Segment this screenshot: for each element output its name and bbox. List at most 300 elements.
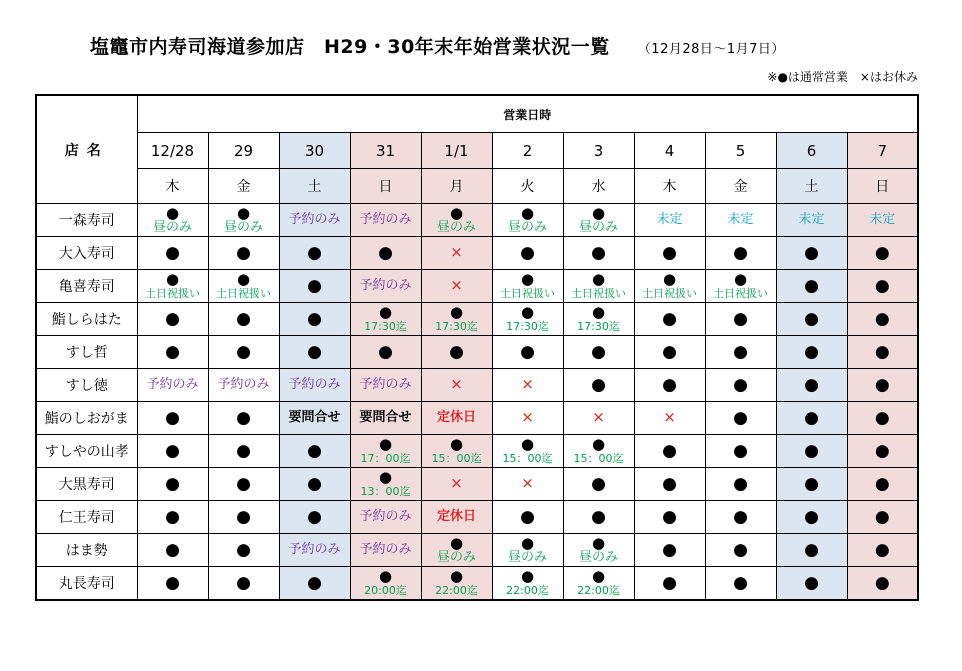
weekday-header: 土 [776, 169, 847, 204]
shop-name: はま勢 [36, 534, 137, 567]
status-cell [634, 402, 705, 435]
status-cell [847, 369, 918, 402]
status-label: × [521, 408, 534, 427]
status-cell [208, 501, 279, 534]
status-cell [208, 402, 279, 435]
status-label: × [663, 408, 676, 427]
status-cell [847, 567, 918, 601]
status-cell [776, 237, 847, 270]
status-cell [137, 336, 208, 369]
status-label: 未定 [656, 212, 683, 228]
status-cell [350, 204, 421, 237]
weekday-header: 金 [208, 169, 279, 204]
header-row [36, 95, 918, 133]
status-label: 22:00迄 [577, 584, 620, 598]
status-label: 昼のみ [578, 549, 618, 565]
open-dot-icon: ● [236, 341, 251, 362]
status-cell [350, 534, 421, 567]
open-dot-icon: ● [520, 341, 535, 362]
open-dot-icon: ● [236, 440, 251, 461]
status-label: 予約のみ [359, 509, 412, 525]
open-dot-icon: ● [662, 270, 677, 289]
open-dot-icon: ● [591, 435, 606, 454]
open-dot-icon: ● [520, 303, 535, 322]
status-label: 20:00迄 [364, 584, 407, 598]
open-dot-icon: ● [307, 275, 322, 296]
open-dot-icon: ● [165, 539, 180, 560]
date-header: 30 [279, 133, 350, 169]
weekday-header: 木 [137, 169, 208, 204]
status-cell [563, 204, 634, 237]
date-header: 6 [776, 133, 847, 169]
status-cell [421, 204, 492, 237]
open-dot-icon: ● [662, 341, 677, 362]
status-cell [776, 435, 847, 468]
status-cell [421, 336, 492, 369]
weekday-header: 水 [563, 169, 634, 204]
open-dot-icon: ● [804, 341, 819, 362]
status-cell [634, 336, 705, 369]
status-cell [705, 567, 776, 601]
status-cell [279, 567, 350, 601]
open-dot-icon: ● [520, 567, 535, 586]
status-cell [634, 369, 705, 402]
status-cell [350, 303, 421, 336]
status-label: × [450, 243, 463, 262]
status-cell [634, 303, 705, 336]
status-label: 要問合せ [288, 410, 341, 426]
status-label: 土日祝扱い [571, 287, 626, 301]
shop-row [36, 303, 918, 336]
status-label: 予約のみ [359, 278, 412, 294]
open-dot-icon: ● [804, 407, 819, 428]
status-label: 昼のみ [578, 219, 618, 235]
weekday-header: 金 [705, 169, 776, 204]
status-label: 17:30迄 [506, 320, 549, 334]
shop-row [36, 534, 918, 567]
status-cell [492, 270, 563, 303]
open-dot-icon: ● [520, 242, 535, 263]
open-dot-icon: ● [165, 473, 180, 494]
open-dot-icon: ● [378, 468, 393, 487]
open-dot-icon: ● [874, 572, 890, 593]
open-dot-icon: ● [733, 572, 748, 593]
weekday-row [36, 169, 918, 204]
status-cell [563, 402, 634, 435]
open-dot-icon: ● [378, 341, 393, 362]
status-cell [208, 336, 279, 369]
status-cell [776, 534, 847, 567]
status-cell [634, 567, 705, 601]
date-header: 3 [563, 133, 634, 169]
date-header: 7 [847, 133, 918, 169]
status-cell [421, 501, 492, 534]
shop-row [36, 468, 918, 501]
weekday-header: 月 [421, 169, 492, 204]
status-cell [563, 336, 634, 369]
open-dot-icon: ● [449, 203, 464, 222]
open-dot-icon: ● [804, 440, 819, 461]
status-label: 昼のみ [223, 219, 263, 235]
status-cell [279, 204, 350, 237]
legend-note: ※●は通常営業 ×はお休み [767, 70, 918, 84]
status-label: 22:00迄 [506, 584, 549, 598]
status-cell [350, 270, 421, 303]
status-label: 昼のみ [436, 549, 476, 565]
open-dot-icon: ● [520, 506, 535, 527]
status-cell [776, 369, 847, 402]
open-dot-icon: ● [520, 270, 535, 289]
shop-name: すしやの山孝 [36, 435, 137, 468]
date-header: 29 [208, 133, 279, 169]
open-dot-icon: ● [591, 303, 606, 322]
open-dot-icon: ● [662, 539, 677, 560]
status-label: 22:00迄 [435, 584, 478, 598]
status-label: × [521, 474, 534, 493]
status-cell [279, 369, 350, 402]
open-dot-icon: ● [733, 308, 748, 329]
open-dot-icon: ● [591, 341, 606, 362]
status-cell [705, 534, 776, 567]
open-dot-icon: ● [520, 435, 535, 454]
status-cell [208, 435, 279, 468]
status-cell [634, 501, 705, 534]
status-cell [492, 303, 563, 336]
open-dot-icon: ● [733, 341, 748, 362]
open-dot-icon: ● [804, 539, 819, 560]
status-cell [350, 435, 421, 468]
status-cell [137, 435, 208, 468]
status-cell [705, 369, 776, 402]
status-label: 昼のみ [507, 219, 547, 235]
open-dot-icon: ● [874, 308, 890, 329]
date-header: 4 [634, 133, 705, 169]
open-dot-icon: ● [733, 473, 748, 494]
status-cell [137, 270, 208, 303]
open-dot-icon: ● [449, 303, 464, 322]
status-cell [350, 237, 421, 270]
status-cell [279, 501, 350, 534]
status-label: 未定 [798, 212, 825, 228]
open-dot-icon: ● [662, 440, 677, 461]
status-label: 予約のみ [288, 212, 341, 228]
status-label: × [450, 276, 463, 295]
open-dot-icon: ● [874, 473, 890, 494]
status-cell [563, 534, 634, 567]
open-dot-icon: ● [165, 308, 180, 329]
status-cell [421, 303, 492, 336]
date-header: 31 [350, 133, 421, 169]
status-cell [492, 567, 563, 601]
open-dot-icon: ● [378, 435, 393, 454]
status-cell [847, 204, 918, 237]
status-label: 予約のみ [288, 542, 341, 558]
open-dot-icon: ● [874, 242, 890, 263]
shop-name: 大入寿司 [36, 237, 137, 270]
open-dot-icon: ● [236, 308, 251, 329]
status-cell [847, 270, 918, 303]
open-dot-icon: ● [733, 242, 748, 263]
status-cell [137, 237, 208, 270]
shop-row [36, 567, 918, 601]
status-label: 予約のみ [359, 212, 412, 228]
status-cell [421, 534, 492, 567]
open-dot-icon: ● [236, 270, 251, 289]
status-cell [492, 369, 563, 402]
open-dot-icon: ● [662, 374, 677, 395]
status-cell [776, 567, 847, 601]
date-header: 1/1 [421, 133, 492, 169]
date-range: （12月28日～1月7日） [637, 42, 785, 57]
status-cell [208, 237, 279, 270]
status-cell [705, 468, 776, 501]
open-dot-icon: ● [733, 539, 748, 560]
open-dot-icon: ● [449, 341, 464, 362]
open-dot-icon: ● [236, 242, 251, 263]
status-cell [279, 303, 350, 336]
status-cell [847, 435, 918, 468]
open-dot-icon: ● [165, 203, 180, 222]
shop-row [36, 402, 918, 435]
open-dot-icon: ● [307, 473, 322, 494]
open-dot-icon: ● [307, 506, 322, 527]
open-dot-icon: ● [804, 572, 819, 593]
open-dot-icon: ● [874, 506, 890, 527]
open-dot-icon: ● [874, 440, 890, 461]
title-text: 塩竈市内寿司海道参加店 H29・30年末年始営業状況一覧 [90, 36, 610, 58]
status-cell [776, 468, 847, 501]
shop-row [36, 501, 918, 534]
open-dot-icon: ● [378, 567, 393, 586]
status-cell [137, 534, 208, 567]
open-dot-icon: ● [520, 203, 535, 222]
status-label: 17:30迄 [364, 320, 407, 334]
open-dot-icon: ● [236, 473, 251, 494]
shop-name: 亀喜寿司 [36, 270, 137, 303]
open-dot-icon: ● [591, 374, 606, 395]
shop-name: 鮨しらはた [36, 303, 137, 336]
open-dot-icon: ● [520, 533, 535, 552]
open-dot-icon: ● [591, 242, 606, 263]
status-cell [563, 303, 634, 336]
status-label: 15：00迄 [502, 452, 553, 466]
open-dot-icon: ● [591, 533, 606, 552]
open-dot-icon: ● [804, 473, 819, 494]
open-dot-icon: ● [307, 572, 322, 593]
status-cell [350, 336, 421, 369]
status-cell [776, 270, 847, 303]
open-dot-icon: ● [378, 242, 393, 263]
open-dot-icon: ● [662, 308, 677, 329]
status-cell [847, 468, 918, 501]
open-dot-icon: ● [874, 407, 890, 428]
open-dot-icon: ● [307, 341, 322, 362]
open-dot-icon: ● [874, 374, 890, 395]
status-cell [634, 270, 705, 303]
status-cell [563, 369, 634, 402]
status-cell [421, 468, 492, 501]
status-cell [137, 402, 208, 435]
status-label: 予約のみ [146, 377, 199, 393]
open-dot-icon: ● [307, 440, 322, 461]
status-cell [847, 501, 918, 534]
shop-name: すし徳 [36, 369, 137, 402]
status-label: 定休日 [436, 509, 476, 525]
status-cell [421, 435, 492, 468]
status-cell [847, 402, 918, 435]
weekday-header: 木 [634, 169, 705, 204]
status-cell [208, 369, 279, 402]
status-cell [421, 369, 492, 402]
status-cell [350, 402, 421, 435]
status-cell [705, 237, 776, 270]
status-cell [279, 468, 350, 501]
status-label: 予約のみ [288, 377, 341, 393]
status-cell [208, 567, 279, 601]
status-cell [208, 534, 279, 567]
open-dot-icon: ● [591, 473, 606, 494]
status-cell [279, 435, 350, 468]
status-cell [279, 336, 350, 369]
shop-name: 一森寿司 [36, 204, 137, 237]
status-cell [208, 270, 279, 303]
shop-row [36, 237, 918, 270]
status-cell [705, 336, 776, 369]
status-cell [492, 534, 563, 567]
status-cell [847, 303, 918, 336]
status-cell [563, 567, 634, 601]
status-cell [492, 501, 563, 534]
status-label: 昼のみ [507, 549, 547, 565]
status-cell [279, 534, 350, 567]
status-cell [208, 468, 279, 501]
status-cell [776, 336, 847, 369]
shop-name: 丸長寿司 [36, 567, 137, 601]
status-cell [350, 369, 421, 402]
status-cell [350, 567, 421, 601]
status-cell [847, 237, 918, 270]
open-dot-icon: ● [662, 572, 677, 593]
status-label: 土日祝扱い [145, 287, 200, 301]
open-dot-icon: ● [804, 308, 819, 329]
status-cell [492, 402, 563, 435]
open-dot-icon: ● [165, 242, 180, 263]
status-cell [634, 534, 705, 567]
status-cell [137, 567, 208, 601]
date-row [36, 133, 918, 169]
status-label: × [450, 375, 463, 394]
open-dot-icon: ● [733, 440, 748, 461]
status-cell [847, 336, 918, 369]
open-dot-icon: ● [165, 270, 180, 289]
page-title [90, 32, 785, 59]
status-cell [421, 402, 492, 435]
weekday-header: 土 [279, 169, 350, 204]
open-dot-icon: ● [591, 203, 606, 222]
status-label: 13：00迄 [360, 485, 411, 499]
status-cell [705, 435, 776, 468]
date-header: 2 [492, 133, 563, 169]
open-dot-icon: ● [165, 572, 180, 593]
status-cell [137, 303, 208, 336]
status-cell [492, 336, 563, 369]
status-cell [279, 270, 350, 303]
status-cell [563, 501, 634, 534]
open-dot-icon: ● [591, 506, 606, 527]
open-dot-icon: ● [236, 539, 251, 560]
status-cell [634, 237, 705, 270]
date-header: 5 [705, 133, 776, 169]
status-cell [492, 204, 563, 237]
status-label: 昼のみ [152, 219, 192, 235]
shop-row [36, 435, 918, 468]
shop-row [36, 204, 918, 237]
open-dot-icon: ● [804, 374, 819, 395]
open-dot-icon: ● [165, 341, 180, 362]
status-cell [563, 237, 634, 270]
status-cell [137, 468, 208, 501]
open-dot-icon: ● [236, 572, 251, 593]
status-label: 予約のみ [359, 377, 412, 393]
open-dot-icon: ● [662, 506, 677, 527]
status-label: 15：00迄 [573, 452, 624, 466]
status-label: 予約のみ [359, 542, 412, 558]
status-cell [634, 204, 705, 237]
status-label: 15：00迄 [431, 452, 482, 466]
status-cell [208, 204, 279, 237]
status-cell [492, 468, 563, 501]
status-label: 土日祝扱い [713, 287, 768, 301]
open-dot-icon: ● [662, 242, 677, 263]
shop-name: 大黒寿司 [36, 468, 137, 501]
status-cell [705, 204, 776, 237]
status-cell [563, 435, 634, 468]
open-dot-icon: ● [307, 242, 322, 263]
open-dot-icon: ● [165, 407, 180, 428]
status-cell [350, 468, 421, 501]
shop-row [36, 336, 918, 369]
open-dot-icon: ● [804, 242, 819, 263]
shop-row [36, 369, 918, 402]
status-cell [776, 501, 847, 534]
weekday-header: 火 [492, 169, 563, 204]
status-cell [208, 303, 279, 336]
open-dot-icon: ● [733, 407, 748, 428]
shop-name: 鮨のしおがま [36, 402, 137, 435]
status-label: 土日祝扱い [216, 287, 271, 301]
shop-name: 仁王寿司 [36, 501, 137, 534]
open-dot-icon: ● [733, 270, 748, 289]
status-cell [776, 402, 847, 435]
status-cell [776, 303, 847, 336]
status-label: 17:30迄 [577, 320, 620, 334]
status-label: 17：00迄 [360, 452, 411, 466]
status-cell [137, 204, 208, 237]
status-cell [421, 237, 492, 270]
date-header: 12/28 [137, 133, 208, 169]
status-cell [705, 270, 776, 303]
status-cell [705, 501, 776, 534]
status-cell [847, 534, 918, 567]
status-cell [137, 369, 208, 402]
status-cell [279, 237, 350, 270]
status-cell [705, 402, 776, 435]
status-cell [776, 204, 847, 237]
status-cell [705, 303, 776, 336]
status-label: 未定 [727, 212, 754, 228]
status-cell [137, 501, 208, 534]
open-dot-icon: ● [236, 203, 251, 222]
